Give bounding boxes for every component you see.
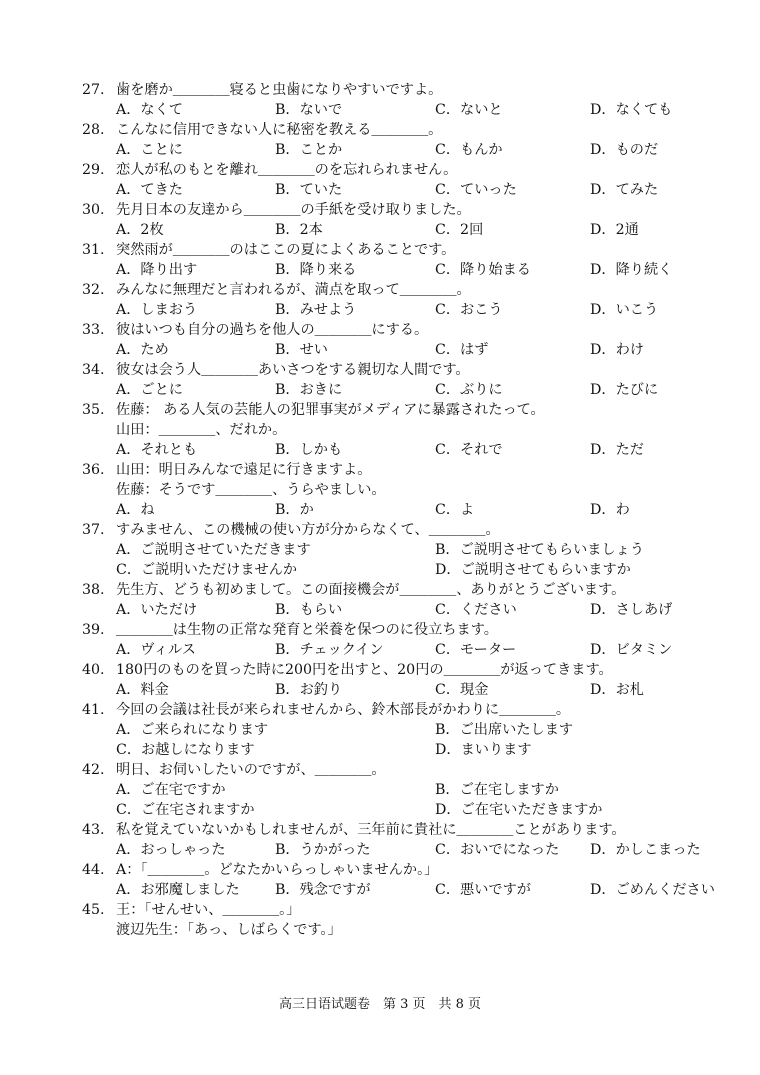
question-stem: 彼はいつも自分の過ちを他人の＿＿＿＿にする。 (116, 322, 429, 338)
answer-option[interactable]: C．降り始まる (435, 262, 531, 278)
question-stem-line (82, 360, 692, 380)
answer-option[interactable]: D．2通 (590, 222, 639, 238)
question-number: 33. (82, 322, 105, 338)
question-stem-line (82, 820, 692, 840)
answer-option[interactable]: C．お越しになります (116, 742, 255, 758)
options-row (82, 220, 692, 240)
question-stem: すみません、この機械の使い方が分からなくて、＿＿＿＿。 (116, 522, 500, 538)
question-stem-line-2 (82, 920, 692, 940)
question-stem: 先生方、どうも初めまして。この面接機会が＿＿＿＿、ありがとうございます。 (116, 582, 626, 598)
answer-option[interactable]: A．ことに (116, 142, 183, 158)
options-row (82, 780, 692, 800)
question-stem-line (82, 80, 692, 100)
answer-option[interactable]: C．現金 (435, 682, 489, 698)
answer-option[interactable]: C．それで (435, 442, 503, 458)
question-stem-line (82, 240, 692, 260)
answer-option[interactable]: B．ご出席いたします (435, 722, 574, 738)
answer-option[interactable]: D．お札 (590, 682, 644, 698)
answer-option[interactable]: A．しまおう (116, 302, 198, 318)
question-item (82, 760, 692, 820)
question-stem: 彼女は会う人＿＿＿＿あいさつをする親切な人間です。 (116, 362, 470, 378)
question-number: 29. (82, 162, 105, 178)
options-row (82, 100, 692, 120)
answer-option[interactable]: A．ごとに (116, 382, 183, 398)
question-item (82, 460, 692, 520)
answer-option[interactable]: B．みせよう (275, 302, 357, 318)
answer-option[interactable]: D．わけ (590, 342, 644, 358)
question-item (82, 700, 692, 760)
answer-option[interactable]: D．いこう (590, 302, 659, 318)
answer-option[interactable]: C．ぶりに (435, 382, 503, 398)
answer-option[interactable]: A．ヴィルス (116, 642, 196, 658)
question-item (82, 200, 692, 240)
answer-option[interactable]: B．ご在宅しますか (435, 782, 559, 798)
answer-option[interactable]: C．ご在宅されますか (116, 802, 255, 818)
question-number: 34. (82, 362, 105, 378)
question-number: 32. (82, 282, 105, 298)
answer-option[interactable]: C．よ (435, 502, 475, 518)
question-stem: こんなに信用できない人に秘密を教える＿＿＿＿。 (116, 122, 443, 138)
answer-option[interactable]: A．なくて (116, 102, 183, 118)
answer-option[interactable]: C．ていった (435, 182, 517, 198)
question-item (82, 900, 692, 940)
options-row (82, 540, 692, 560)
question-stem-line-2 (82, 420, 692, 440)
question-stem-line (82, 160, 692, 180)
answer-option[interactable]: B．ないで (275, 102, 343, 118)
answer-option[interactable]: C．ないと (435, 102, 503, 118)
question-stem: 私を覚えていないかもしれませんが、三年前に貴社に＿＿＿＿ことがあります。 (116, 822, 626, 838)
answer-option[interactable]: C．おこう (435, 302, 503, 318)
question-stem-line (82, 460, 692, 480)
answer-option[interactable]: B．ことか (275, 142, 343, 158)
question-stem: A：「＿＿＿＿。どなたかいらっしゃいませんか。」 (116, 862, 439, 878)
question-stem: ＿＿＿＿は生物の正常な発育と栄養を保つのに役立ちます。 (116, 622, 498, 638)
answer-option[interactable]: A．2枚 (116, 222, 164, 238)
answer-option[interactable]: D．なくても (590, 102, 673, 118)
question-stem: 先月日本の友達から＿＿＿＿の手紙を受け取りました。 (116, 202, 471, 218)
options-row (82, 340, 692, 360)
answer-option[interactable]: B．降り来る (275, 262, 357, 278)
answer-option[interactable]: A．ね (116, 502, 155, 518)
answer-option[interactable]: A．ご在宅ですか (116, 782, 226, 798)
answer-option[interactable]: D．てみた (590, 182, 659, 198)
answer-option[interactable]: D．降り続く (590, 262, 673, 278)
options-row (82, 560, 692, 580)
question-stem-line (82, 400, 692, 420)
options-row (82, 440, 692, 460)
answer-option[interactable]: C．悪いですが (435, 882, 531, 898)
answer-option[interactable]: D．ごめんください (590, 882, 715, 898)
question-item (82, 360, 692, 400)
question-stem: 突然雨が＿＿＿＿のはここの夏によくあることです。 (116, 242, 456, 258)
question-stem-line (82, 620, 692, 640)
answer-option[interactable]: D．ものだ (590, 142, 659, 158)
question-stem-continued: 佐藤：そうです＿＿＿＿、うらやましい。 (116, 482, 386, 498)
question-stem-line (82, 900, 692, 920)
question-item (82, 860, 715, 900)
question-stem: 佐藤： ある人気の芸能人の犯罪事実がメディアに暴露されたって。 (116, 402, 545, 418)
question-stem-line (82, 660, 692, 680)
answer-option[interactable]: B．うかがった (275, 842, 371, 858)
answer-option[interactable]: A．いただけ (116, 602, 198, 618)
question-stem-line (82, 760, 692, 780)
options-row (82, 840, 701, 860)
question-number: 31. (82, 242, 105, 258)
question-stem-line (82, 860, 692, 880)
question-stem-line (82, 580, 692, 600)
question-stem: 王：「せんせい、＿＿＿＿。」 (116, 902, 301, 918)
options-row (82, 300, 692, 320)
question-number: 43. (82, 822, 105, 838)
question-stem-continued: 渡辺先生：「あっ、しばらくです。」 (116, 922, 342, 938)
question-number: 36. (82, 462, 105, 478)
question-stem: 山田：明日みんなで遠足に行きますよ。 (116, 462, 372, 478)
answer-option[interactable]: A．てきた (116, 182, 183, 198)
question-number: 44. (82, 862, 105, 878)
answer-option[interactable]: C．もんか (435, 142, 503, 158)
answer-option[interactable]: D．わ (590, 502, 630, 518)
answer-option[interactable]: A．それとも (116, 442, 198, 458)
answer-option[interactable]: A．降り出す (116, 262, 198, 278)
page-footer: 高三日语试题卷 第 3 页 共 8 页 (278, 997, 482, 1012)
answer-option[interactable]: C．2回 (435, 222, 484, 238)
question-number: 30. (82, 202, 105, 218)
question-item (82, 660, 692, 700)
answer-option[interactable]: B．2本 (275, 222, 323, 238)
answer-option[interactable]: D．たびに (590, 382, 659, 398)
answer-option[interactable]: A．おっしゃった (116, 842, 226, 858)
answer-option[interactable]: D．まいります (435, 742, 532, 758)
question-stem: 明日、お伺いしたいのですが、＿＿＿＿。 (116, 762, 386, 778)
answer-option[interactable]: A．ご説明させていただきます (116, 542, 311, 558)
answer-option[interactable]: A．料金 (116, 682, 169, 698)
answer-option[interactable]: B．しかも (275, 442, 343, 458)
question-number: 41. (82, 702, 105, 718)
question-stem: みんなに無理だと言われるが、満点を取って＿＿＿＿。 (116, 282, 471, 298)
answer-option[interactable]: B．せい (275, 342, 328, 358)
answer-option[interactable]: D．さしあげ (590, 602, 673, 618)
answer-option[interactable]: B．か (275, 502, 314, 518)
question-number: 35. (82, 402, 105, 418)
answer-option[interactable]: C．ください (435, 602, 517, 618)
question-item (82, 160, 692, 200)
options-row (82, 380, 692, 400)
answer-option[interactable]: D．かしこまった (590, 842, 701, 858)
question-item (82, 580, 692, 620)
question-list (82, 80, 715, 940)
question-number: 38. (82, 582, 105, 598)
answer-option[interactable]: B．ご説明させてもらいましょう (435, 542, 645, 558)
question-item (82, 400, 692, 460)
question-number: 39. (82, 622, 105, 638)
question-item (82, 80, 692, 120)
question-stem-line (82, 200, 692, 220)
options-row (82, 140, 692, 160)
answer-option[interactable]: C．はず (435, 342, 489, 358)
question-number: 45. (82, 902, 105, 918)
answer-option[interactable]: B．ていた (275, 182, 343, 198)
answer-option[interactable]: B．残念ですが (275, 882, 371, 898)
question-stem-line (82, 320, 692, 340)
question-item (82, 620, 692, 660)
question-stem-line (82, 280, 692, 300)
options-row (82, 500, 692, 520)
question-stem: 歯を磨か＿＿＿＿寝ると虫歯になりやすいですよ。 (116, 82, 443, 98)
question-number: 28. (82, 122, 105, 138)
answer-option[interactable]: C．モーター (435, 642, 517, 658)
question-item (82, 280, 692, 320)
answer-option[interactable]: B．もらい (275, 602, 343, 618)
options-row (82, 880, 715, 900)
options-row (82, 680, 692, 700)
question-stem-line (82, 520, 692, 540)
question-item (82, 820, 701, 860)
question-stem-line (82, 700, 692, 720)
answer-option[interactable]: A．ご来られになります (116, 722, 269, 738)
question-stem: 今回の会議は社長が来られませんから、鈴木部長がかわりに＿＿＿＿。 (116, 702, 571, 718)
answer-option[interactable]: D．ビタミン (590, 642, 673, 658)
options-row (82, 640, 692, 660)
options-row (82, 180, 692, 200)
question-number: 37. (82, 522, 105, 538)
options-row (82, 260, 692, 280)
answer-option[interactable]: B．チェックイン (275, 642, 384, 658)
answer-option[interactable]: D．ご在宅いただきますか (435, 802, 603, 818)
answer-option[interactable]: D．ただ (590, 442, 644, 458)
answer-option[interactable]: C．ご説明いただけませんか (116, 562, 298, 578)
options-row (82, 800, 692, 820)
answer-option[interactable]: B．お釣り (275, 682, 343, 698)
answer-option[interactable]: D．ご説明させてもらいますか (435, 562, 631, 578)
question-item (82, 320, 692, 360)
options-row (82, 600, 692, 620)
answer-option[interactable]: A．お邪魔しました (116, 882, 240, 898)
answer-option[interactable]: A．ため (116, 342, 169, 358)
question-number: 40. (82, 662, 105, 678)
answer-option[interactable]: C．おいでになった (435, 842, 560, 858)
options-row (82, 740, 692, 760)
answer-option[interactable]: B．おきに (275, 382, 343, 398)
question-stem-line-2 (82, 480, 692, 500)
question-stem-line (82, 120, 692, 140)
question-stem: 恋人が私のもとを離れ＿＿＿＿のを忘れられません。 (116, 162, 458, 178)
question-item (82, 120, 692, 160)
question-item (82, 520, 692, 580)
question-item (82, 240, 692, 280)
options-row (82, 720, 692, 740)
question-number: 27. (82, 82, 105, 98)
question-stem-continued: 山田：＿＿＿＿、だれか。 (116, 422, 287, 438)
question-stem: 180円のものを買った時に200円を出すと、20円の＿＿＿＿が返ってきます。 (116, 662, 613, 678)
question-number: 42. (82, 762, 105, 778)
